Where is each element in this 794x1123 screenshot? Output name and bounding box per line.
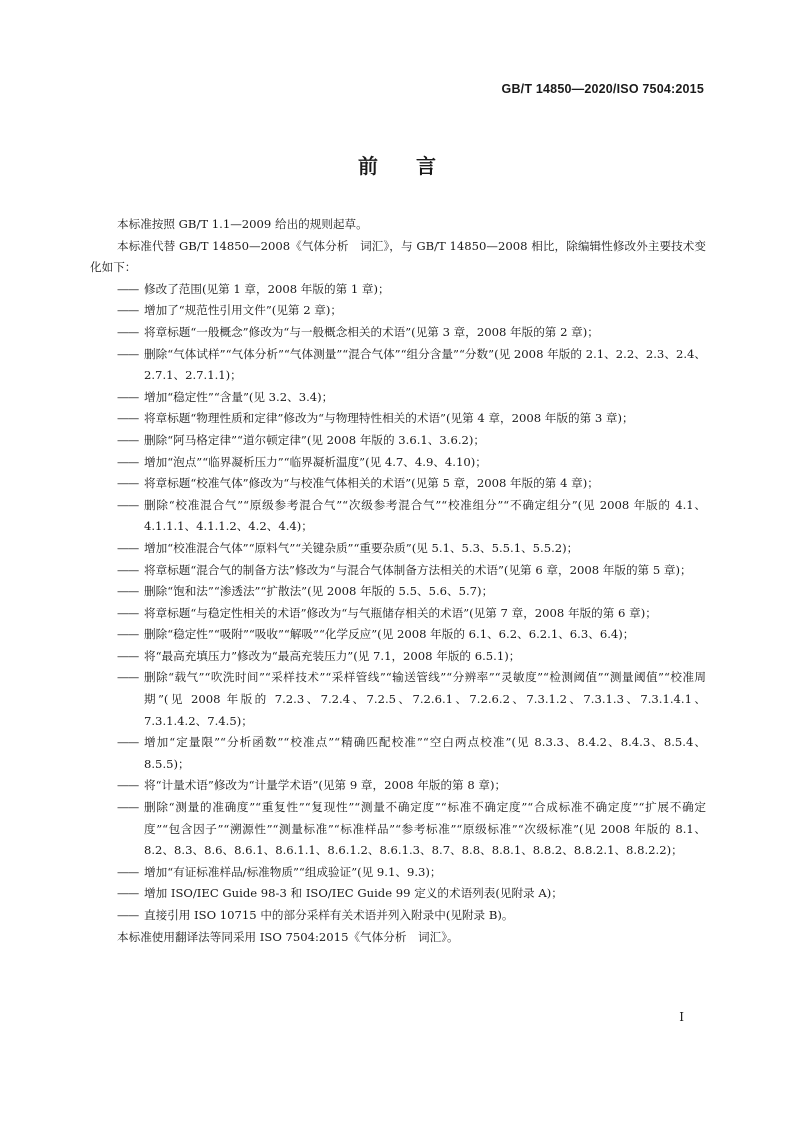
intro-paragraph: 本标准代替 GB/T 14850—2008《气体分析 词汇》，与 GB/T 14850—2008 相比，除编辑性修改外主要技术变化如下： bbox=[90, 238, 706, 275]
change-item bbox=[90, 495, 706, 538]
dash-marker bbox=[90, 473, 144, 495]
change-item bbox=[90, 452, 706, 474]
change-item bbox=[90, 538, 706, 560]
intro-paragraph: 本标准按照 GB/T 1.1—2009 给出的规则起草。 bbox=[117, 217, 368, 231]
change-item-text: 删除“校准混合气”“原级参考混合气”“次级参考混合气”“校准组分”“不确定组分”(见 2008 年版的 4.1、4.1.1.1、4.1.1.2、4.2、4.4)； bbox=[144, 497, 706, 534]
dash-marker bbox=[90, 775, 144, 797]
change-item bbox=[90, 279, 706, 301]
change-item-text: 将“最高充填压力”修改为“最高充装压力”(见 7.1，2008 年版的 6.5.1)； bbox=[144, 648, 521, 663]
change-item bbox=[90, 624, 706, 646]
dash-marker bbox=[90, 344, 144, 387]
page-title: 前言 bbox=[358, 154, 474, 178]
dash-marker bbox=[90, 862, 144, 884]
dash-marker bbox=[90, 322, 144, 344]
change-item-text: 增加“稳定性”“含量”(见 3.2、3.4)； bbox=[144, 389, 334, 404]
change-item-text: 删除“载气”“吹洗时间”“采样技术”“采样管线”“输送管线”“分辨率”“灵敏度”“检测阈值”“测量阈值”“校准周期”(见 2008 年版的 7.2.3、7.2.4、7.2.5、7.2.6.1、7.2.6.2、7.3.1.2、7.3.1.3、7.3.1.4.1、7.3.1.4.2、7.4.5)； bbox=[144, 670, 706, 728]
change-item bbox=[90, 300, 706, 322]
dash-marker bbox=[90, 603, 144, 625]
page-number: I bbox=[679, 1010, 684, 1024]
dash-marker bbox=[90, 581, 144, 603]
dash-marker bbox=[90, 560, 144, 582]
dash-marker bbox=[90, 624, 144, 646]
change-item-text: 增加了“规范性引用文件”(见第 2 章)； bbox=[144, 303, 342, 318]
change-item bbox=[90, 797, 706, 862]
change-item-text: 删除“饱和法”“渗透法”“扩散法”(见 2008 年版的 5.5、5.6、5.7)； bbox=[144, 584, 494, 599]
dash-marker bbox=[90, 797, 144, 862]
change-item bbox=[90, 905, 706, 927]
foreword-body bbox=[90, 214, 706, 948]
change-item bbox=[90, 430, 706, 452]
change-item bbox=[90, 322, 706, 344]
change-item bbox=[90, 775, 706, 797]
change-item-text: 将章标题“一般概念”修改为“与一般概念相关的术语”(见第 3 章，2008 年版的第 2 章)； bbox=[144, 324, 599, 339]
standard-code: GB/T 14850—2020/ISO 7504:2015 bbox=[501, 82, 704, 96]
dash-marker bbox=[90, 408, 144, 430]
change-item bbox=[90, 603, 706, 625]
change-item-text: 将“计量术语”修改为“计量学术语”(见第 9 章，2008 年版的第 8 章)； bbox=[144, 778, 507, 793]
change-item-text: 增加“有证标准样品/标准物质”“组成验证”(见 9.1、9.3)； bbox=[144, 864, 442, 879]
change-item-text: 增加“校准混合气体”“原料气”“关键杂质”“重要杂质”(见 5.1、5.3、5.5.1、5.5.2)； bbox=[144, 540, 579, 555]
change-item-text: 修改了范围(见第 1 章，2008 年版的第 1 章)； bbox=[144, 281, 390, 296]
change-item bbox=[90, 387, 706, 409]
change-item-text: 增加“定量限”“分析函数”“校准点”“精确匹配校准”“空白两点校准”(见 8.3.3、8.4.2、8.4.3、8.5.4、8.5.5)； bbox=[144, 735, 706, 771]
change-item-text: 增加“泡点”“临界凝析压力”“临界凝析温度”(见 4.7、4.9、4.10)； bbox=[144, 454, 487, 469]
dash-marker bbox=[90, 387, 144, 409]
change-item bbox=[90, 667, 706, 732]
change-item bbox=[90, 862, 706, 884]
change-item bbox=[90, 581, 706, 603]
change-item-text: 将章标题“与稳定性相关的术语”修改为“与气瓶储存相关的术语”(见第 7 章，2008 年版的第 6 章)； bbox=[144, 605, 657, 620]
dash-marker bbox=[90, 452, 144, 474]
change-item bbox=[90, 883, 706, 905]
change-item-text: 将章标题“物理性质和定律”修改为“与物理特性相关的术语”(见第 4 章，2008 年版的第 3 章)； bbox=[144, 411, 634, 426]
change-item-text: 将章标题“校准气体”修改为“与校准气体相关的术语”(见第 5 章，2008 年版的第 4 章)； bbox=[144, 476, 599, 491]
change-item-text: 删除“阿马格定律”“道尔顿定律”(见 2008 年版的 3.6.1、3.6.2)； bbox=[144, 432, 486, 447]
dash-marker bbox=[90, 905, 144, 927]
closing-paragraph: 本标准使用翻译法等同采用 ISO 7504:2015《气体分析 词汇》。 bbox=[117, 929, 459, 944]
dash-marker bbox=[90, 430, 144, 452]
change-item bbox=[90, 473, 706, 495]
dash-marker bbox=[90, 646, 144, 668]
change-item-text: 删除“稳定性”“吸附”“吸收”“解吸”“化学反应”(见 2008 年版的 6.1、6.2、6.2.1、6.3、6.4)； bbox=[144, 627, 635, 642]
dash-marker bbox=[90, 495, 144, 538]
dash-marker bbox=[90, 300, 144, 322]
dash-marker bbox=[90, 538, 144, 560]
change-item-text: 直接引用 ISO 10715 中的部分采样有关术语并列入附录中(见附录 B)。 bbox=[144, 908, 514, 922]
change-item bbox=[90, 646, 706, 668]
change-item-text: 增加 ISO/IEC Guide 98-3 和 ISO/IEC Guide 99 定义的术语列表(见附录 A)； bbox=[144, 886, 563, 901]
dash-marker bbox=[90, 667, 144, 732]
dash-marker bbox=[90, 732, 144, 775]
change-item-text: 将章标题“混合气的制备方法”修改为“与混合气体制备方法相关的术语”(见第 6 章，2008 年版的第 5 章)； bbox=[144, 562, 692, 577]
change-item bbox=[90, 732, 706, 775]
dash-marker bbox=[90, 883, 144, 905]
change-item bbox=[90, 344, 706, 387]
change-item-text: 删除“测量的准确度”“重复性”“复现性”“测量不确定度”“标准不确定度”“合成标准不确定度”“扩展不确定度”“包含因子”“溯源性”“测量标准”“标准样品”“参考标准”“原级标准”“次级标准”(见 2008 年版的 8.1、8.2、8.3、8.6、8.6.1、8.6.1.1、8.6.1.2、8.6.1.3、8.7、8.8、8.8.1、8.8.2、8.8.2.1、8.8.2.2)； bbox=[144, 800, 706, 858]
change-item bbox=[90, 560, 706, 582]
dash-marker bbox=[90, 279, 144, 301]
change-item-text: 删除“气体试样”“气体分析”“气体测量”“混合气体”“组分含量”“分数”(见 2008 年版的 2.1、2.2、2.3、2.4、2.7.1、2.7.1.1)； bbox=[144, 346, 706, 383]
change-item bbox=[90, 408, 706, 430]
